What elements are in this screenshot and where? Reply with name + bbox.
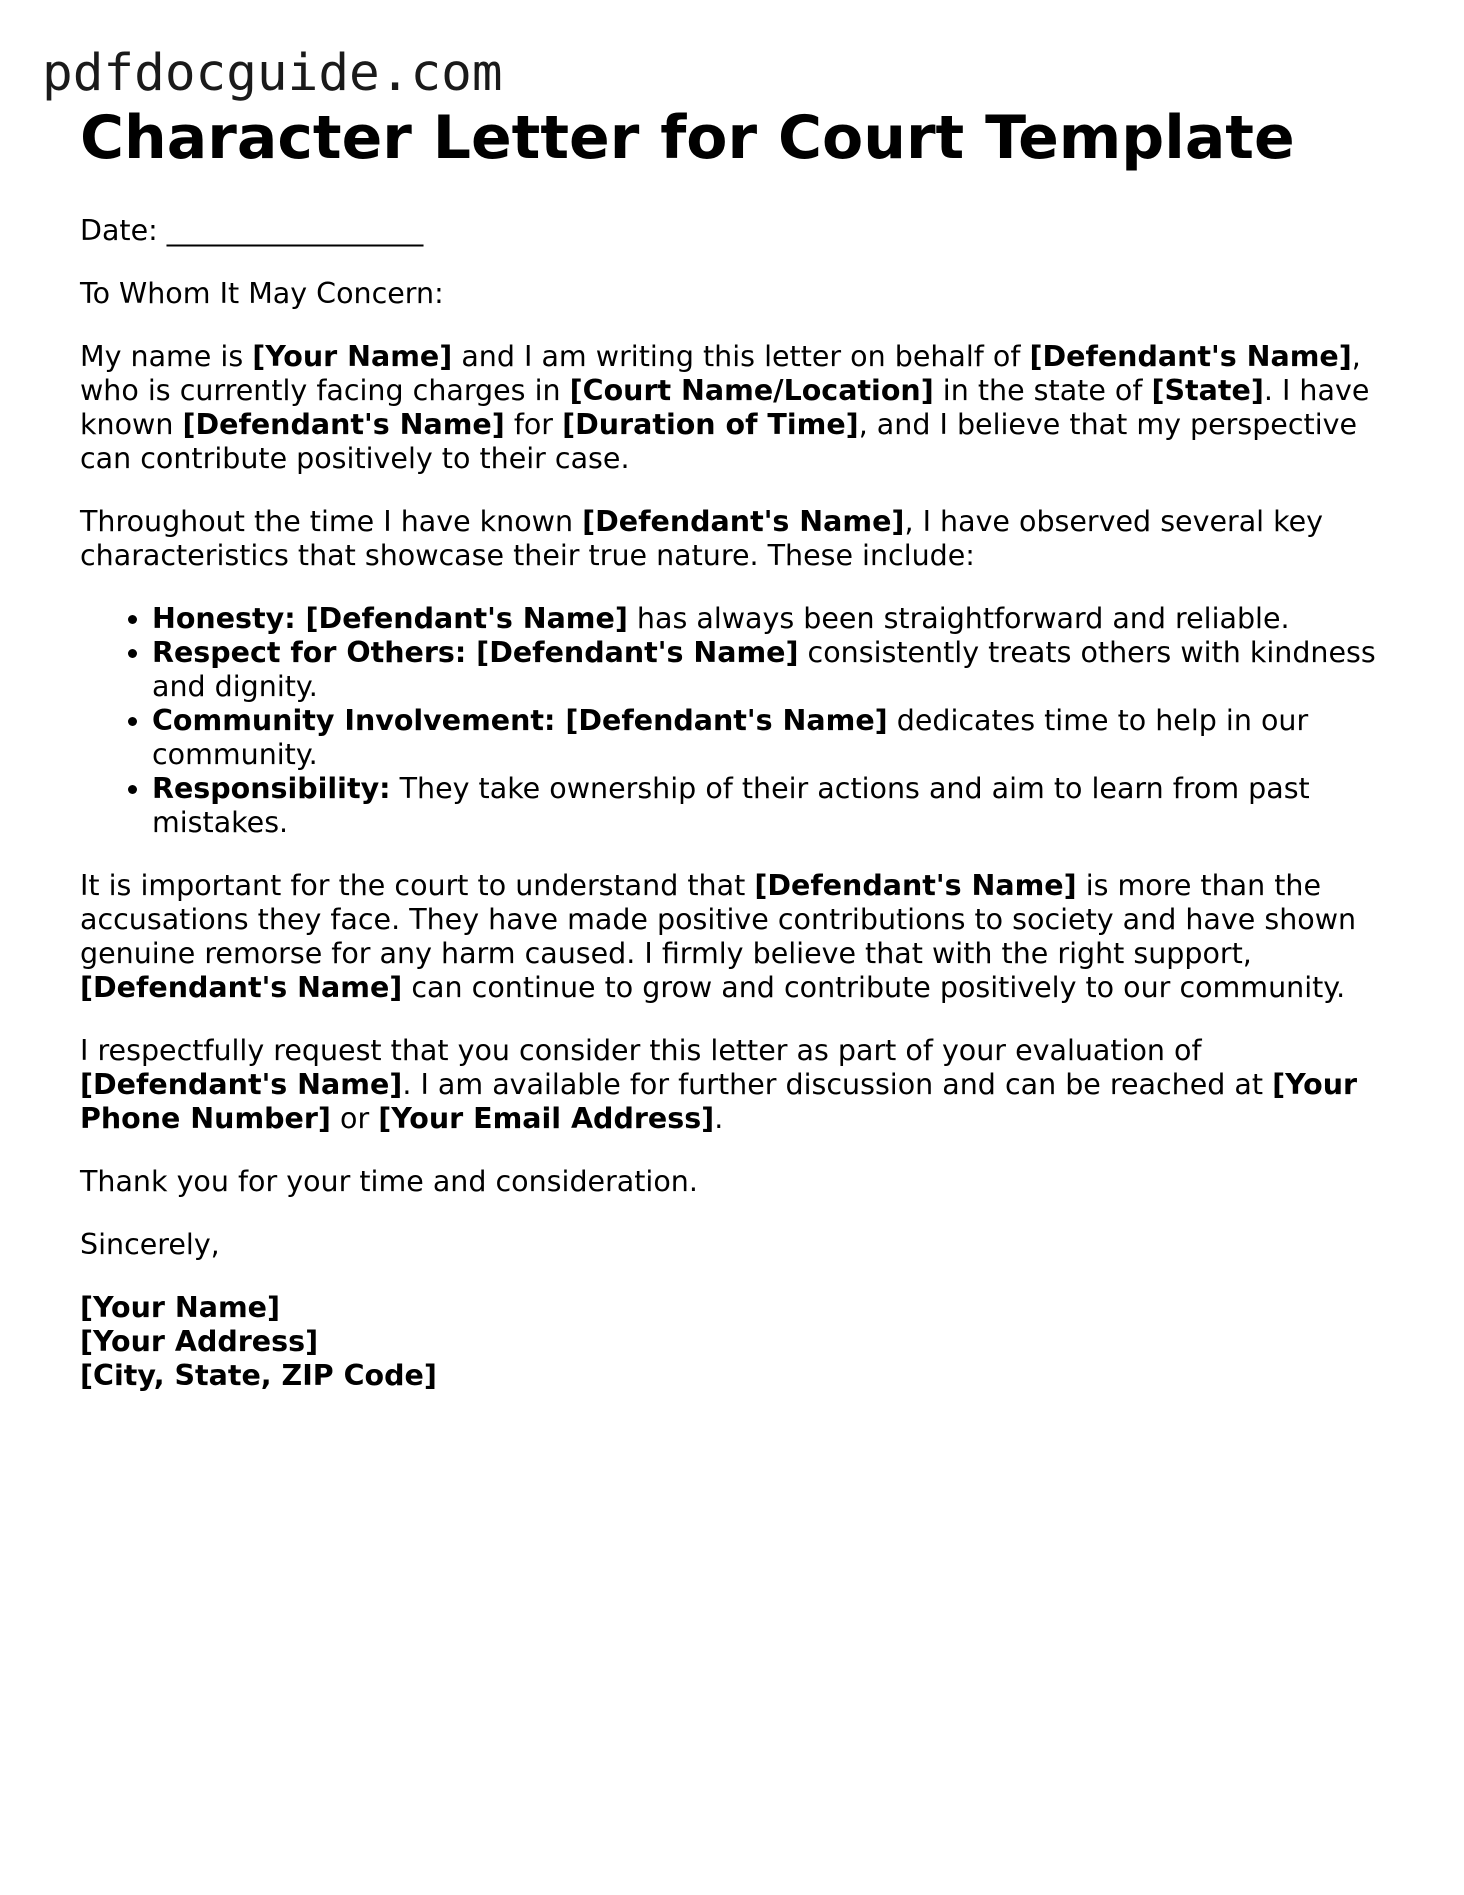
- site-watermark: pdfdocguide.com: [42, 44, 503, 103]
- date-line: Date: __________________: [80, 214, 424, 247]
- thanks-line: Thank you for your time and consideration.: [80, 1165, 698, 1198]
- placeholder-defendant-name: [Defendant's Name]: [80, 971, 403, 1004]
- signature-city: [City, State, ZIP Code]: [80, 1359, 437, 1392]
- placeholder-your-name: [Your Name]: [252, 340, 453, 373]
- placeholder-phone: [Your Phone Number]: [80, 1068, 1358, 1135]
- salutation: To Whom It May Concern:: [80, 277, 444, 310]
- placeholder-court: [Court Name/Location]: [569, 374, 934, 407]
- placeholder-defendant-name: [Defendant's Name]: [582, 505, 905, 538]
- request-paragraph: I respectfully request that you consider this letter as part of your evaluation of [Defendant's Name]. I am available for further discussion and can be reached at [Your Phone Number] or [Your Email Address].: [80, 1034, 1358, 1135]
- trait-community: • Community Involvement: [Defendant's Name] dedicates time to help in our community.: [152, 704, 1380, 772]
- page-title: Character Letter for Court Template: [80, 103, 1295, 173]
- placeholder-state: [State]: [1151, 374, 1264, 407]
- signature-name: [Your Name]: [80, 1291, 281, 1324]
- signature-address: [Your Address]: [80, 1325, 319, 1358]
- placeholder-email: [Your Email Address]: [378, 1102, 715, 1135]
- placeholder-defendant-name: [Defendant's Name]: [1029, 340, 1352, 373]
- traits-list: [80, 602, 1380, 840]
- placeholder-defendant-name: [Defendant's Name]: [182, 408, 505, 441]
- placeholder-defendant-name: [Defendant's Name]: [754, 869, 1077, 902]
- trait-respect: • Respect for Others: [Defendant's Name] consistently treats others with kindness and dignity.: [152, 636, 1380, 704]
- letter-page: [80, 102, 1380, 1393]
- placeholder-defendant-name: [Defendant's Name]: [80, 1068, 403, 1101]
- trait-responsibility: • Responsibility: They take ownership of their actions and aim to learn from past mistakes.: [152, 772, 1380, 840]
- placeholder-duration: [Duration of Time]: [562, 408, 859, 441]
- characteristics-intro: Throughout the time I have known [Defendant's Name], I have observed several key characteristics that showcase their true nature. These include:: [80, 505, 1324, 572]
- signature-block: [80, 1291, 1380, 1393]
- intro-paragraph: My name is [Your Name] and I am writing this letter on behalf of [Defendant's Name], who is currently facing charges in [Court Name/Location] in the state of [State]. I have known [Defendant's Name] for [Duration of Time], and I believe that my perspective can contribute positively to their case.: [80, 340, 1370, 475]
- court-understanding-paragraph: It is important for the court to understand that [Defendant's Name] is more than the accusations they face. They have made positive contributions to society and have shown genuine remorse for any harm caused. I firmly believe that with the right support, [Defendant's Name] can continue to grow and contribute positively to our community.: [80, 869, 1357, 1004]
- trait-honesty: • Honesty: [Defendant's Name] has always been straightforward and reliable.: [152, 602, 1380, 636]
- closing-line: Sincerely,: [80, 1228, 220, 1261]
